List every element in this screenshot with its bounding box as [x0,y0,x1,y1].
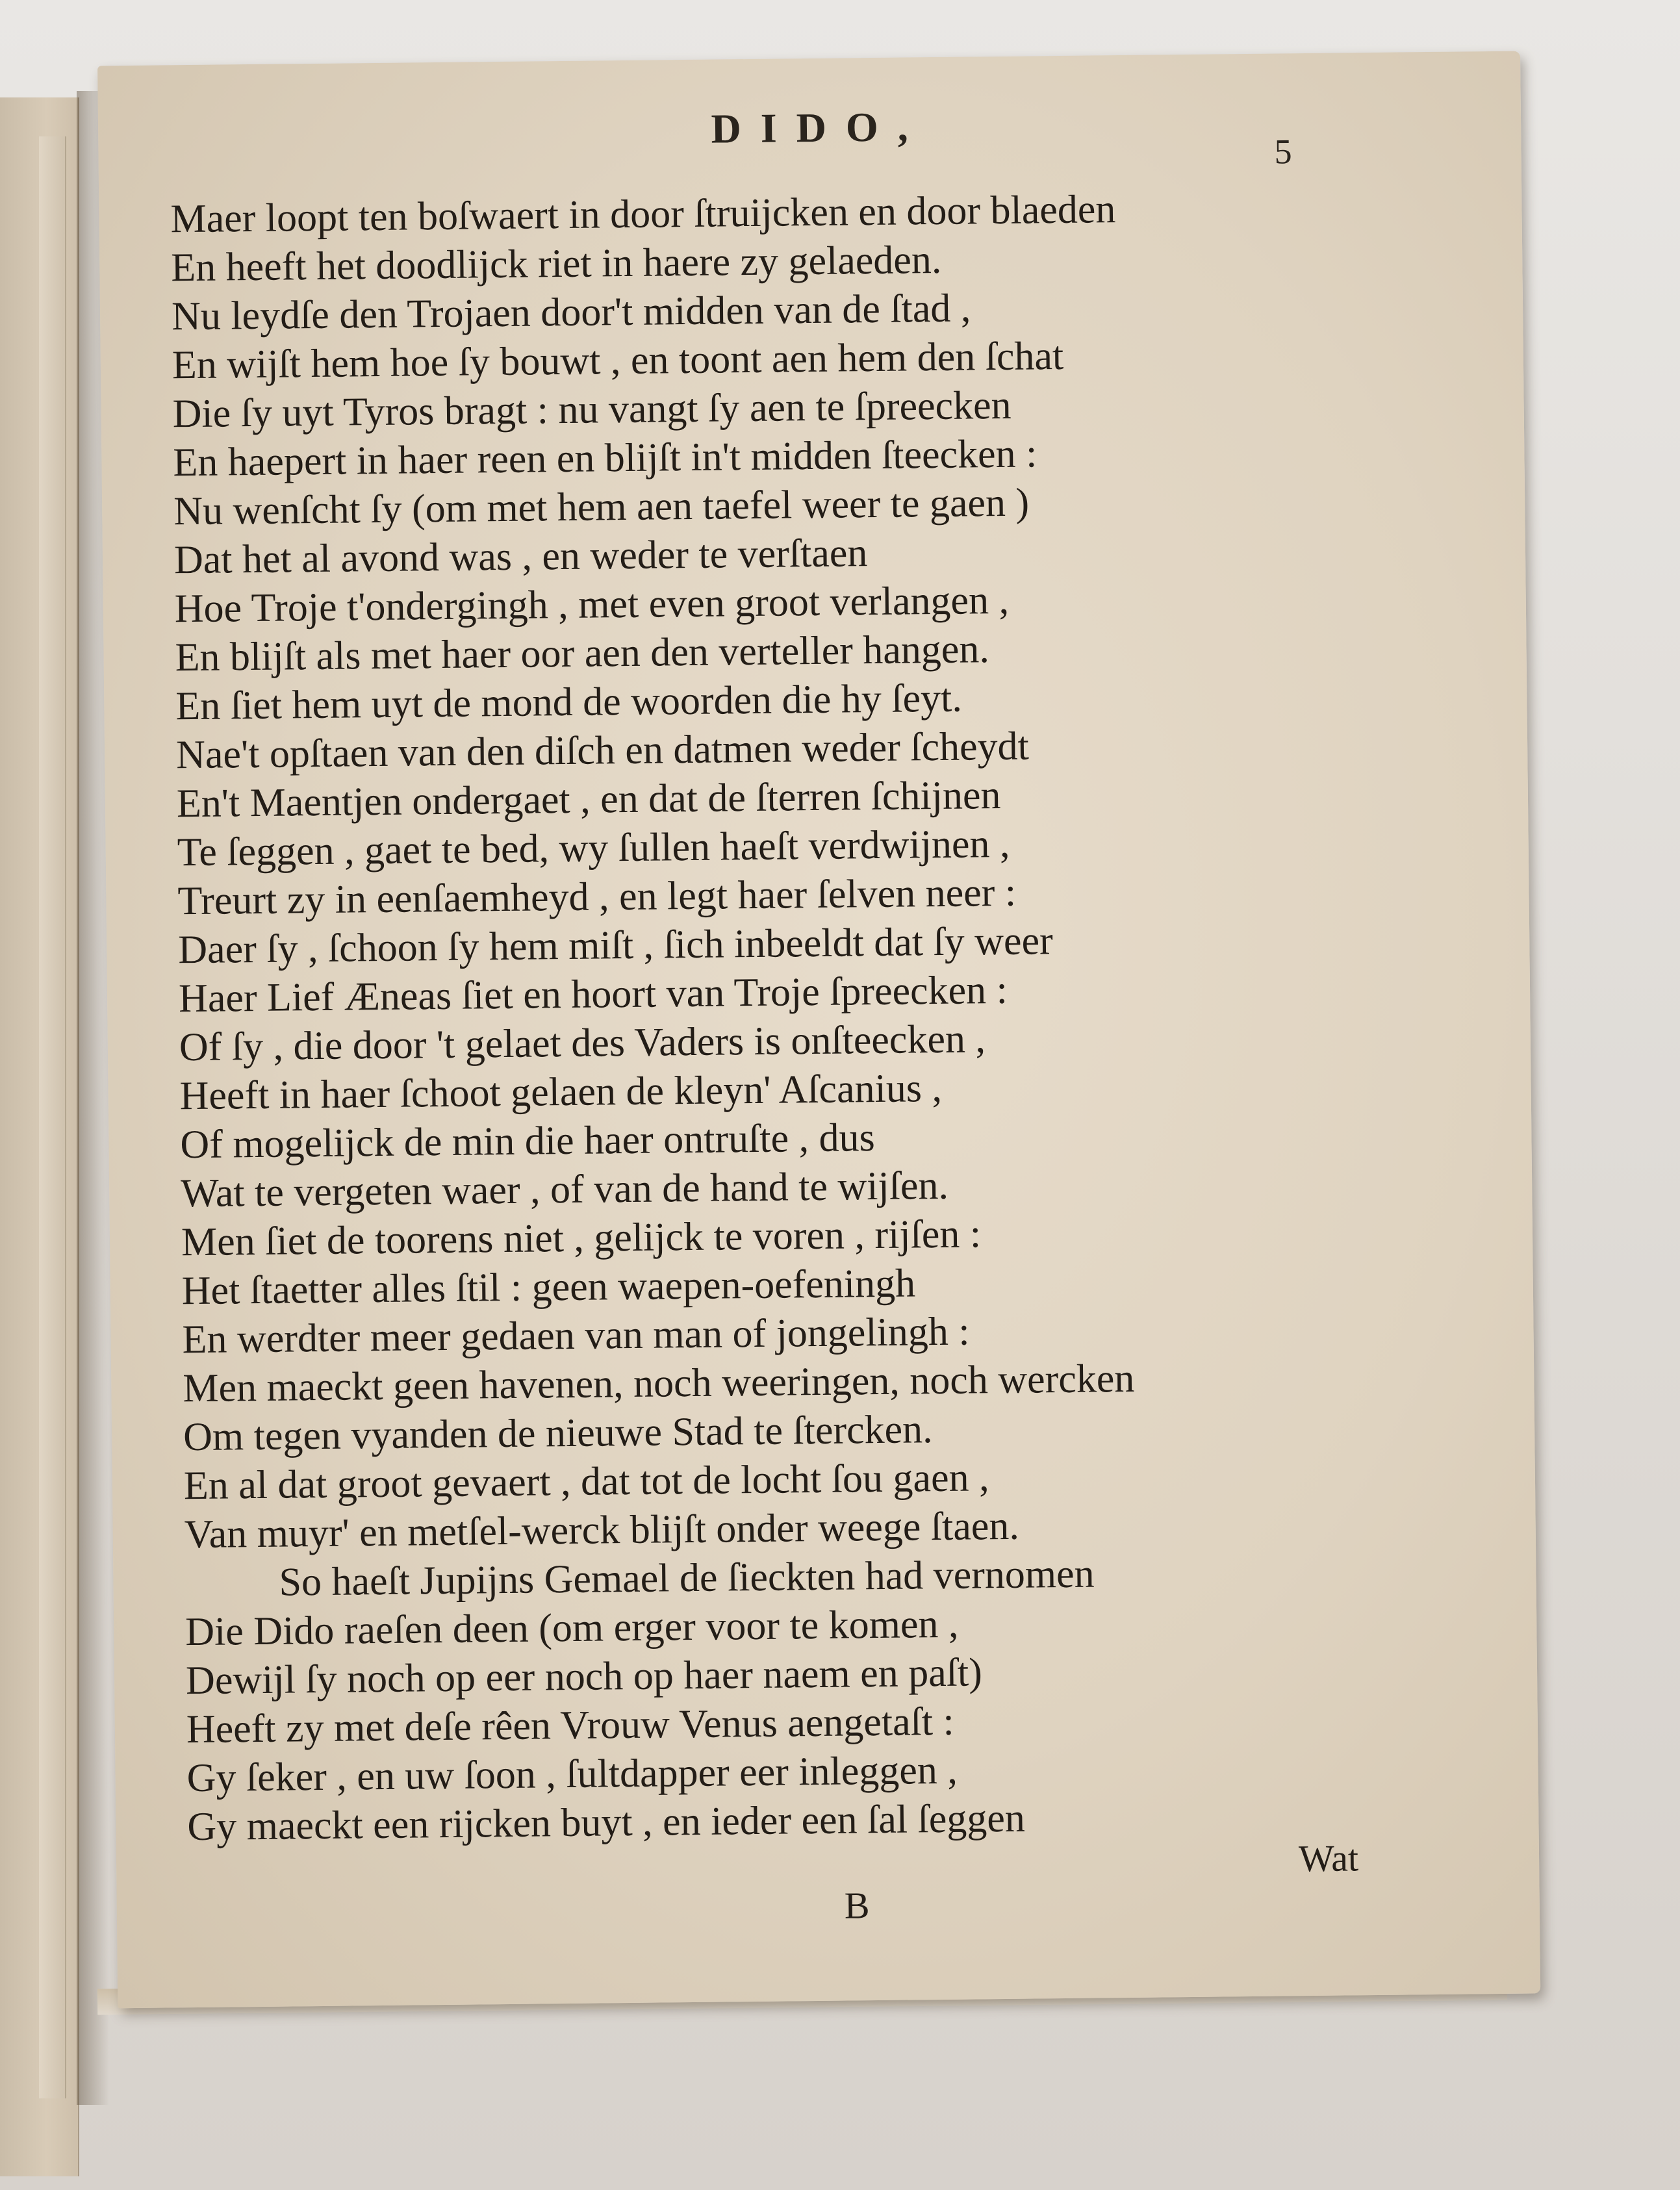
text-line: En blijſt als met haer oor aen den verteller hangen. [175,627,990,680]
text-line: Wat te vergeten waer , of van de hand te wijſen. [180,1163,949,1216]
page-number: 5 [1274,132,1292,172]
book-page [97,51,1540,2009]
text-line: Om tegen vyanden de nieuwe Stad te ſtercken. [183,1407,933,1460]
signature-mark: B [844,1884,870,1927]
text-line: Heeft in haer ſchoot gelaen de kleyn' Aſcanius , [179,1065,943,1119]
text-line: Van muyr' en metſel-werck blijſt onder weege ſtaen. [184,1503,1020,1557]
text-line: Haer Lief Æneas ſiet en hoort van Troje ſpreecken : [178,967,1008,1021]
poem-text-block [170,182,1474,1852]
text-line: Dat het al avond was , en weder te verſtaen [173,531,868,583]
text-line: Die Dido raeſen deen (om erger voor te komen , [185,1601,959,1655]
text-line: Het ſtaetter alles ſtil : geen waepen-oefeningh [181,1261,916,1314]
text-line: Nu leydſe den Trojaen door't midden van de ſtad , [171,286,971,339]
text-line: Of ſy , die door 't gelaet des Vaders is onſteecken , [179,1017,986,1070]
text-line: Maer loopt ten boſwaert in door ſtruijcken en door blaeden [170,187,1116,242]
text-line: En heeft het doodlijck riet in haere zy gelaeden. [170,237,942,290]
text-line: Dewijl ſy noch op eer noch op haer naem en paſt) [185,1650,983,1703]
text-line: Of mogelijck de min die haer ontruſte , dus [180,1115,875,1167]
text-line: Daer ſy , ſchoon ſy hem miſt , ſich inbeeldt dat ſy weer [177,919,1054,973]
text-line: En wijſt hem hoe ſy bouwt , en toont aen hem den ſchat [172,333,1064,388]
text-line: En al dat groot gevaert , dat tot de locht ſou gaen , [183,1455,989,1509]
text-line: Hoe Troje t'ondergingh , met even groot verlangen , [174,578,1010,631]
text-line-indented: So haeſt Jupijns Gemael de ſieckten had vernomen [279,1551,1095,1605]
text-line: En werdter meer gedaen van man of jongelingh : [182,1309,970,1362]
left-page-fore-edge [39,136,66,2098]
text-line: En haepert in haer reen en blijſt in't midden ſteecken : [173,431,1037,485]
text-line: Gy maeckt een rijcken buyt , en ieder een ſal ſeggen [187,1796,1026,1850]
text-line: Treurt zy in eenſaemheyd , en legt haer ſelven neer : [177,870,1017,924]
text-line: Die ſy uyt Tyros bragt : nu vangt ſy aen te ſpreecken [172,383,1012,437]
text-line: En't Maentjen ondergaet , en dat de ſterren ſchijnen [176,772,1001,826]
catchword: Wat [1298,1837,1359,1880]
text-line: Nae't opſtaen van den diſch en datmen weder ſcheydt [175,724,1030,778]
text-line: Te ſeggen , gaet te bed, wy ſullen haeſt verdwijnen , [177,821,1010,875]
running-head: DIDO, [711,103,928,152]
text-line: En ſiet hem uyt de mond de woorden die hy ſeyt. [175,676,963,729]
text-line: Nu wenſcht ſy (om met hem aen taefel weer te gaen ) [173,480,1030,534]
text-line: Heeft zy met deſe rêen Vrouw Venus aengetaſt : [186,1699,955,1752]
text-line: Gy ſeker , en uw ſoon , ſultdapper eer inleggen , [186,1748,958,1801]
text-line: Men ſiet de toorens niet , gelijck te voren , rijſen : [181,1212,982,1265]
text-line: Men maeckt geen havenen, noch weeringen, noch wercken [183,1356,1135,1411]
